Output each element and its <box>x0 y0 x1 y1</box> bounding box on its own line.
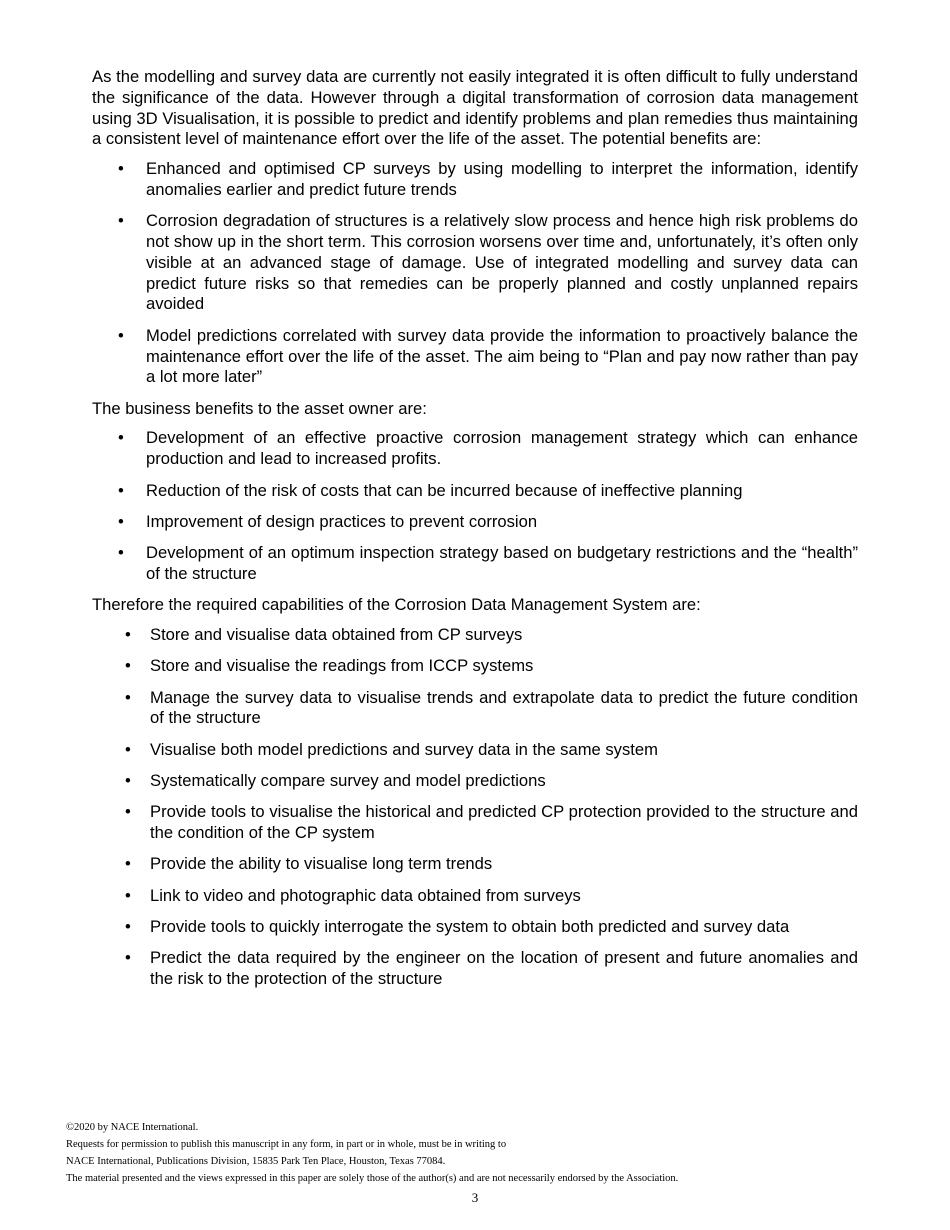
list-item: • Store and visualise the readings from ICCP systems <box>125 656 534 676</box>
bullet-icon: • <box>118 428 124 448</box>
list-item: • Provide tools to visualise the historical and predicted CP protection provided to the structure and the condition of the CP system <box>125 802 858 843</box>
page-body <box>92 67 858 1000</box>
list-item: • Improvement of design practices to prevent corrosion <box>118 511 538 531</box>
bullet-icon: • <box>118 511 124 531</box>
list-item: • Visualise both model predictions and survey data in the same system <box>125 739 658 759</box>
bullet-icon: • <box>118 543 124 563</box>
bullet-icon: • <box>125 739 131 759</box>
bullet-icon: • <box>125 625 131 645</box>
list-item: • Manage the survey data to visualise trends and extrapolate data to predict the future condition of the structure <box>125 687 858 728</box>
bullet-icon: • <box>125 948 131 968</box>
list-item: • Provide tools to quickly interrogate the system to obtain both predicted and survey data <box>125 917 790 936</box>
capabilities-intro: Therefore the required capabilities of the Corrosion Data Management System are: <box>92 595 701 615</box>
list-item: • Store and visualise data obtained from CP surveys <box>125 625 523 645</box>
capabilities-list <box>92 625 858 990</box>
bullet-icon: • <box>125 687 131 707</box>
page-number: 3 <box>471 1190 479 1205</box>
footer-permission: Requests for permission to publish this manuscript in any form, in part or in whole, must be in writing to <box>66 1139 507 1150</box>
list-item: • Reduction of the risk of costs that can be incurred because of ineffective planning <box>118 480 743 500</box>
list-item: • Enhanced and optimised CP surveys by using modelling to interpret the information, identify anomalies earlier and predict future trends <box>118 159 858 199</box>
list-item: • Predict the data required by the engineer on the location of present and future anomalies and the risk to the protection of the structure <box>125 948 858 989</box>
list-item: • Development of an optimum inspection strategy based on budgetary restrictions and the “health” of the structure <box>118 543 858 583</box>
bullet-icon: • <box>125 802 131 822</box>
bullet-icon: • <box>118 480 124 500</box>
business-intro: The business benefits to the asset owner are: <box>92 398 427 418</box>
list-item: • Corrosion degradation of structures is a relatively slow process and hence high risk problems do not show up in the short term. This corrosion worsens over time and, unfortunately, it’s often only visible at an advanced stage of damage. Use of integrated modelling and survey data can predict future risks so that remedies can be properly planned and costly unplanned repairs avoided <box>118 211 858 314</box>
bullet-icon: • <box>125 854 131 874</box>
bullet-icon: • <box>125 656 131 676</box>
list-item: • Provide the ability to visualise long term trends <box>125 854 493 874</box>
footer-disclaimer: The material presented and the views expressed in this paper are solely those of the author(s) and are not necessarily endorsed by the Association. <box>66 1173 679 1184</box>
bullet-icon: • <box>118 159 124 179</box>
bullet-icon: • <box>118 325 124 345</box>
bullet-icon: • <box>125 917 131 936</box>
bullet-icon: • <box>125 885 131 905</box>
list-item: • Link to video and photographic data obtained from surveys <box>125 885 581 905</box>
list-item: • Systematically compare survey and model predictions <box>125 771 546 791</box>
list-item: • Development of an effective proactive corrosion management strategy which can enhance production and lead to increased profits. <box>118 428 858 469</box>
business-list <box>92 428 858 584</box>
intro-paragraph: As the modelling and survey data are currently not easily integrated it is often difficult to fully understand the significance of the data. However through a digital transformation of corrosion data management using 3D Visualisation, it is possible to predict and identify problems and plan remedies thus maintaining a consistent level of maintenance effort over the life of the asset. The potential benefits are: <box>92 67 858 149</box>
benefits-list <box>92 159 858 388</box>
bullet-icon: • <box>118 211 124 231</box>
footer <box>66 1119 886 1187</box>
footer-address: NACE International, Publications Division, 15835 Park Ten Place, Houston, Texas 77084. <box>66 1156 446 1167</box>
footer-copyright: ©2020 by NACE International. <box>66 1122 199 1133</box>
bullet-icon: • <box>125 771 131 791</box>
list-item: • Model predictions correlated with survey data provide the information to proactively balance the maintenance effort over the life of the asset. The aim being to “Plan and pay now rather than pay a lot more later” <box>118 325 858 387</box>
